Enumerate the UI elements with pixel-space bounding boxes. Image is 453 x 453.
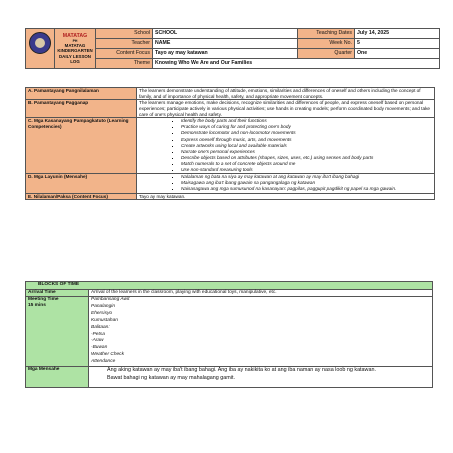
list-item: -Buwan [91, 345, 108, 351]
list-item: Attendance [91, 359, 116, 365]
list-item: ▪ Narrate one's personal experiences [181, 149, 432, 155]
mensahe-cell [89, 367, 433, 388]
teacher-value: NAME [153, 39, 298, 49]
objective-b-label: B. Pamantayang Pagganap [26, 100, 137, 118]
list-item: ▪ Describe objects based on attributes (shapes, sizes, uses, etc.) using senses and body parts [181, 155, 432, 161]
list-item: ▪ Maisagawa ang iba't ibang gawain sa pangangalaga ng katawan [181, 180, 432, 186]
content-focus-label: Content Focus [96, 49, 153, 59]
list-item: ▪ Match numerals to a set of concrete objects around me [181, 161, 432, 167]
list-item: ▪ Demonstrate locomotor and non-locomotor movements [181, 130, 432, 136]
teaching-dates-value: July 14, 2025 [355, 29, 440, 39]
blocks-table [25, 281, 433, 388]
meeting-activities [89, 296, 433, 367]
brand-line3: DAILY LESSON LOG [59, 53, 91, 64]
week-no-value: 5 [355, 39, 440, 49]
deped-logo [26, 29, 55, 69]
header-table [25, 28, 440, 69]
objective-c-label: C. Mga Kasanayang Pampagkatuto (Learning Competencies) [26, 118, 137, 174]
meeting-label-cell [26, 296, 89, 367]
competencies-cell [137, 118, 435, 174]
brand-title: MATATAG [62, 32, 88, 39]
list-item: -Araw [91, 338, 104, 344]
objective-a-text: The learners demonstrate understanding of attitude, emotions, similarities and differences of oneself and others including the concept of family, and of importance of physical health, safety, and appropriate movement concepts. [137, 88, 435, 100]
quarter-label: Quarter [298, 49, 355, 59]
teacher-label: Teacher [96, 39, 153, 49]
deped-seal-icon [29, 32, 51, 54]
list-item: Pambansang Awit [91, 296, 130, 302]
arrival-label: Arrival Time [26, 290, 89, 297]
teaching-dates-label: Teaching Dates [298, 29, 355, 39]
mensahe-line: Ang aking katawan ay may iba't ibang bahagi. Ang iba ay nakikita ko at ang iba naman ay nasa loob ng katawan. [107, 367, 376, 374]
theme-label: Theme [96, 59, 153, 69]
brand-block [55, 29, 96, 69]
theme-value: Knowing Who We Are and Our Families [153, 59, 440, 69]
list-item: ▪ Create artworks using local and available materials [181, 143, 432, 149]
list-item: ▪ Nalalaman ng bata na siya ay may katawan at ang katawan ay may iba't ibang bahagi [181, 174, 432, 180]
blocks-heading: BLOCKS OF TIME [26, 282, 433, 290]
objective-b-text: The learners manage emotions, make decisions, recognize similarities and differences of people, and express oneself based on personal experiences; participate actively in various physical activities; use hands in creating models; perform coordinated body movements; and take care of one's physical health and safety. [137, 100, 435, 118]
list-item: -Petsa [91, 331, 105, 337]
mensahe-line: Bawat bahagi ng katawan ay may mahalagang gamit. [107, 374, 235, 381]
arrival-text: Arrival of the learners in the classroom, playing with educational toys, manipulative, etc. [89, 290, 433, 297]
objective-d-label: D. Mga Layunin (Mensahe) [26, 174, 137, 193]
list-item: Ehersisyo [91, 310, 113, 316]
quarter-value: One [355, 49, 440, 59]
list-item: ▪ Practice ways of caring for and protecting one's body [181, 124, 432, 130]
objective-e-label: E. Nilalaman/Paksa (Content Focus) [26, 193, 137, 200]
content-focus-value: Tayo ay may katawan [153, 49, 298, 59]
brand-line2: KINDERGARTEN [57, 48, 93, 54]
list-item: ▪ Use non-standard measuring tools [181, 167, 432, 173]
meeting-duration: 15 mins [28, 302, 46, 308]
list-item: Panalangin [91, 303, 116, 309]
objective-e-text: Tayo ay may katawan. [137, 193, 435, 200]
brand-line1: MATATAG [64, 43, 86, 49]
list-item: Weather Check [91, 352, 124, 358]
layunin-list [139, 174, 432, 192]
meeting-label: Meeting Time [28, 296, 59, 302]
competencies-list [139, 118, 432, 173]
list-item: ▪ Identify the body parts and their functions [181, 118, 432, 124]
brand-sub: PH [72, 38, 78, 43]
list-item: Balitaan: [91, 324, 110, 330]
list-item: ▪ Naisasagawa ang mga sumusunod na kasanayan: pagpilas, paggupit pagdikit ng papel sa mga gawain. [181, 186, 432, 192]
list-item: ▪ Express oneself through music, arts, and movements [181, 137, 432, 143]
school-label: School [96, 29, 153, 39]
week-no-label: Week No. [298, 39, 355, 49]
school-value: SCHOOL [153, 29, 298, 39]
layunin-cell [137, 174, 435, 193]
mensahe-label: Mga Mensahe [26, 367, 89, 388]
objective-a-label: A. Pamantayang Pangnilalaman [26, 88, 137, 100]
list-item: Kumustahan [91, 317, 118, 323]
objectives-table [25, 87, 435, 200]
